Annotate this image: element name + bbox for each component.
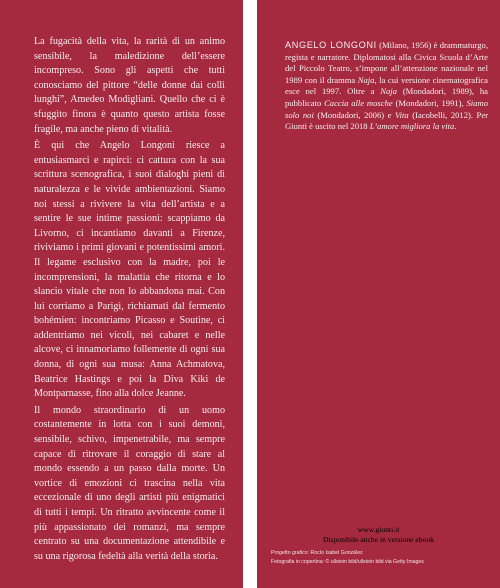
ebook-notice: Disponibile anche in versione ebook xyxy=(323,535,434,544)
book-blurb xyxy=(34,35,225,564)
blurb-paragraph-2: È qui che Angelo Longoni riesce a entusiasmarci e rapirci: ci cattura con la sua scrittura scenografica, i suoi dialoghi pieni di naturalezza e le vivide ambientazioni. Siamo noi stessi a rivivere la vita dell’artista e a sentire le sue intime passioni: scappiamo da Livorno, ci incantiamo davanti a Firenze, riviviamo i primi giovani e potentissimi amori. Il legame esclusivo con la madre, poi le incomprensioni, la malattia che ritorna e lo slancio vitale che non lo abbandona mai. Con lui corriamo a Parigi, richiamati dal fermento bohémien: incontriamo Picasso e Soutine, ci addentriamo nei vicoli, nei cabaret e nelle alcove, ci innamoriamo follemente di ogni sua donna, di ogni sua musa: Anna Achmatova, Beatrice Hastings e poi la Diva Kiki de Montparnasse, fino alla dolce Jeanne. xyxy=(34,140,225,400)
photo-credit: Fotografia in copertina: © ullstein bild/ullstein bild via Getty Images xyxy=(271,559,424,565)
blurb-paragraph-1: La fugacità della vita, la rarità di un animo sensibile, la maledizione dell’essere incompreso. Sono gli aspetti che tutti conosciamo del pittore “delle donne dai colli lunghi”, Amedeo Modigliani. Quello che ci è sfuggito finora è quanto questo artista fosse fragile, ma anche pieno di vitalità. xyxy=(34,36,225,135)
flap-gutter xyxy=(243,0,257,588)
title-caccia-alle-mosche: Caccia alle mosche xyxy=(324,97,393,108)
title-naja-2: Naja xyxy=(380,86,397,97)
design-credit: Progetto grafico: Rocío Isabel González xyxy=(271,550,363,556)
title-vita: Vita xyxy=(395,109,409,120)
title-siamo-solo-noi: Siamo solo noi xyxy=(285,97,488,120)
author-bio: ANGELO LONGONI (Milano, 1956) è drammaturgo, regista e narratore. Diplomatosi alla Civica Scuola d’Arte del Piccolo Teatro, s’impone all’attenzione nazionale nel 1989 con il dramma Naja, la cui versione cinematografica esce nel 1997. Oltre a Naja (Mondadori, 1989), ha pubblicato Caccia alle mosche (Mondadori, 1991), Siamo solo noi (Mondadori, 2006) e Vita (Iacobelli, 2012). Per Giunti è uscito nel 2018 L’amore migliora la vita. xyxy=(285,40,488,132)
title-amore-migliora-la-vita: L’amore migliora la vita xyxy=(369,121,455,132)
publisher-website: www.giunti.it xyxy=(357,525,400,534)
front-flap xyxy=(0,0,243,588)
title-naja: Naja xyxy=(357,74,375,85)
author-name: ANGELO LONGONI xyxy=(285,40,377,50)
back-flap xyxy=(257,0,500,588)
blurb-paragraph-3: Il mondo straordinario di un uomo costantemente in lotta con i suoi demoni, sensibile, schivo, impenetrabile, ma sempre capace di ritrovare il coraggio di stare al mondo essendo a un passo dalla morte. Un vortice di emozioni ci trascina nella vita eccezionale di uno degli artisti più enigmatici di tutti i tempi. Un ritratto avvincente come il più appassionato dei romanzi, ma sempre centrato su una documentazione attendibile e su una rigorosa fedeltà alla verità della storia. xyxy=(34,404,225,562)
